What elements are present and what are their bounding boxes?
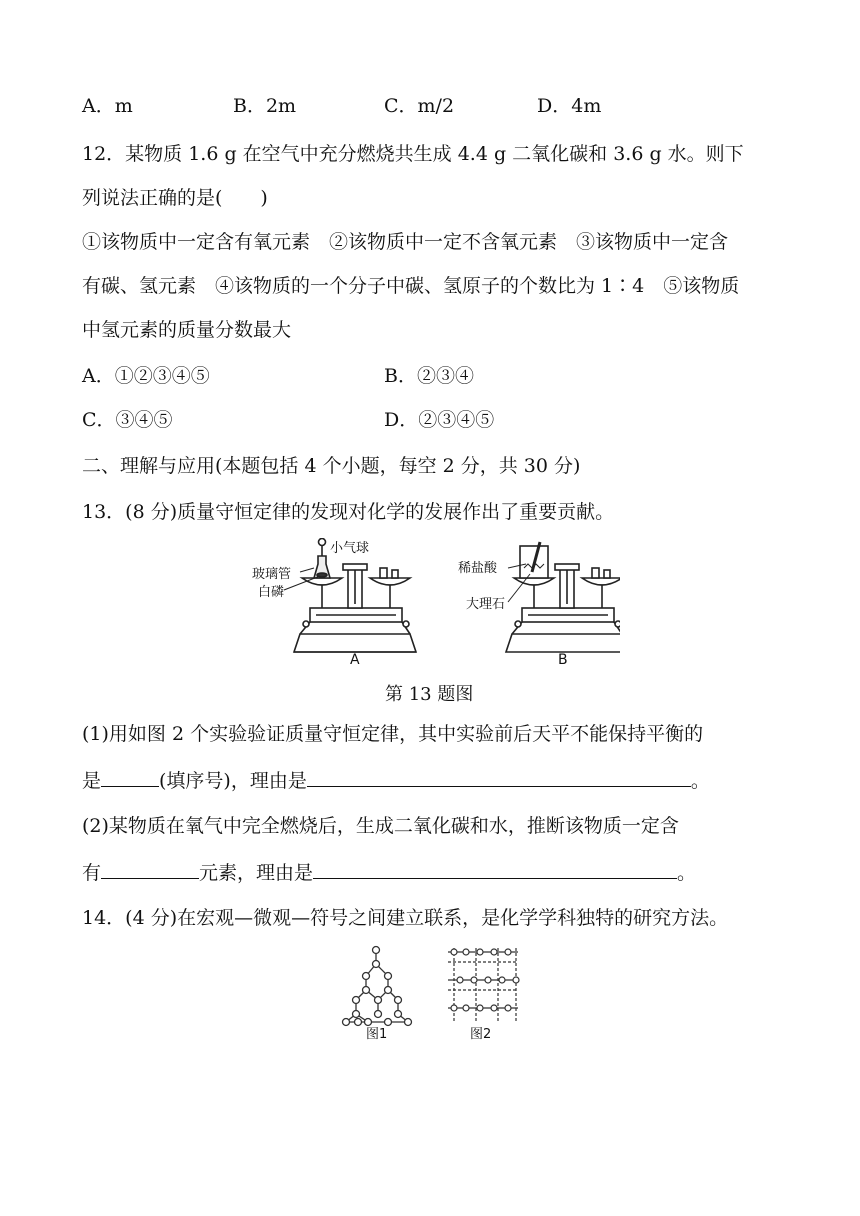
fig2-label: 图2 <box>470 1027 492 1042</box>
q13-part2-line1: (2)某物质在氧气中完全燃烧后，生成二氧化碳和水，推断该物质一定含 <box>82 815 679 837</box>
q12-stem-line2: 列说法正确的是( ) <box>82 187 268 209</box>
fig1-label: 图1 <box>366 1027 388 1042</box>
q11-option-b: B．2m <box>233 95 297 117</box>
label-balance-a: A <box>350 652 360 668</box>
answer-blank[interactable] <box>101 860 199 879</box>
text-fragment: (填序号)，理由是 <box>159 770 307 792</box>
text-fragment: 。 <box>690 770 710 792</box>
q13-figure-caption: 第 13 题图 <box>385 684 474 705</box>
answer-blank[interactable] <box>101 768 159 787</box>
q13-part2-line2 <box>82 860 696 885</box>
label-glass-tube: 玻璃管 <box>252 567 292 582</box>
answer-blank[interactable] <box>307 768 691 787</box>
section-heading: 二、理解与应用(本题包括 4 个小题，每空 2 分，共 30 分) <box>82 455 581 477</box>
label-white-phosphorus: 白磷 <box>258 585 285 600</box>
graphite-structure-drawing <box>448 948 519 1022</box>
balance-experiment-figure <box>240 538 620 668</box>
q13-part1-line1: (1)用如图 2 个实验验证质量守恒定律，其中实验前后天平不能保持平衡的 <box>82 723 704 745</box>
q12-stem-line1: 12．某物质 1.6 g 在空气中充分燃烧共生成 4.4 g 二氧化碳和 3.6 g 水。则下 <box>82 143 744 165</box>
text-fragment: 。 <box>677 862 697 884</box>
text-fragment: 元素，理由是 <box>199 862 314 884</box>
label-marble: 大理石 <box>466 597 506 612</box>
q12-option-b: B．②③④ <box>384 365 474 387</box>
q11-option-a: A．m <box>82 95 133 117</box>
q12-option-d: D．②③④⑤ <box>384 409 495 431</box>
diamond-structure-drawing <box>342 947 412 1026</box>
text-fragment: 是 <box>82 770 102 792</box>
q11-option-d: D．4m <box>537 95 602 117</box>
text-fragment: 有 <box>82 862 102 884</box>
label-balloon: 小气球 <box>330 541 370 556</box>
q13-part1-line2 <box>82 768 710 793</box>
q12-statements-line2: 有碳、氢元素 ④该物质的一个分子中碳、氢原子的个数比为 1∶4 ⑤该物质 <box>82 275 740 297</box>
q12-option-a: A．①②③④⑤ <box>82 365 210 387</box>
q12-statements-line1: ①该物质中一定含有氧元素 ②该物质中一定不含氧元素 ③该物质中一定含 <box>82 231 729 253</box>
q12-option-c: C．③④⑤ <box>82 409 173 431</box>
label-dilute-hcl: 稀盐酸 <box>458 561 498 576</box>
label-balance-b: B <box>558 652 568 668</box>
q11-option-c: C．m/2 <box>384 95 455 117</box>
q14-title: 14．(4 分)在宏观—微观—符号之间建立联系，是化学学科独特的研究方法。 <box>82 907 729 929</box>
q12-statements-line3: 中氢元素的质量分数最大 <box>82 319 292 341</box>
answer-blank[interactable] <box>313 860 677 879</box>
q14-structure-figures <box>336 942 526 1042</box>
balance-b-drawing <box>506 542 620 652</box>
q13-title: 13．(8 分)质量守恒定律的发现对化学的发展作出了重要贡献。 <box>82 501 615 523</box>
